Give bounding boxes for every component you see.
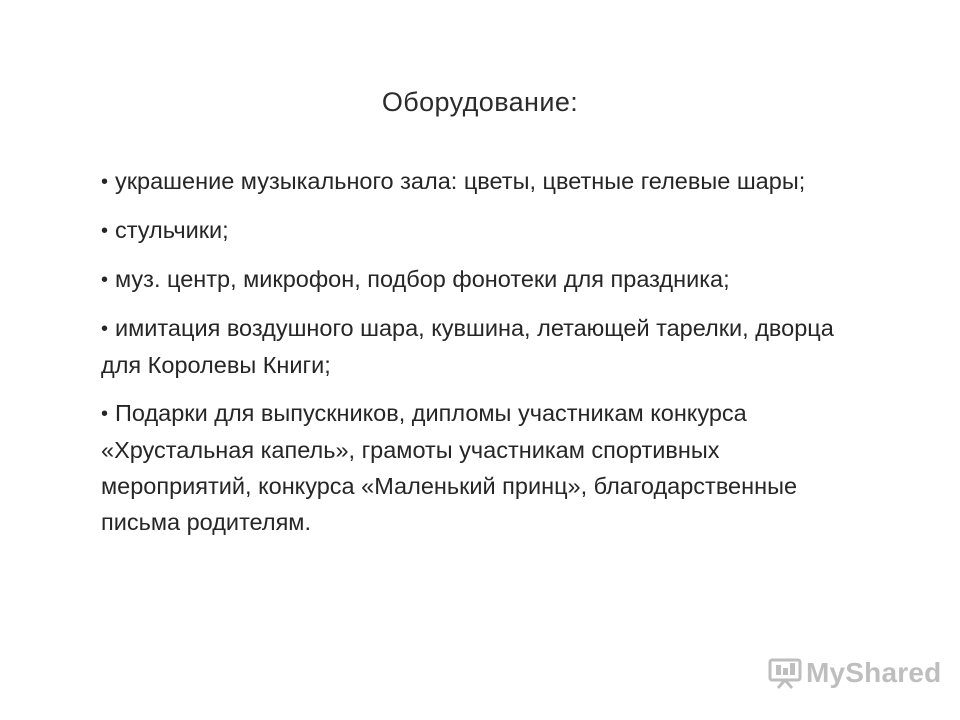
bullet-icon: • — [101, 318, 109, 340]
list-item — [101, 310, 841, 383]
presentation-board-icon — [768, 657, 802, 689]
bullet-icon: • — [101, 269, 109, 291]
bullet-list — [101, 163, 841, 552]
bullet-icon: • — [101, 171, 109, 193]
list-item — [101, 395, 841, 540]
list-item — [101, 163, 841, 200]
bullet-icon: • — [101, 403, 109, 425]
list-item — [101, 261, 841, 298]
list-item-text: стульчики; — [115, 217, 229, 243]
watermark-logo — [768, 655, 942, 691]
list-item-text: имитация воздушного шара, кувшина, летающей тарелки, дворца для Королевы Книги; — [101, 315, 834, 378]
watermark-text: MyShared — [806, 657, 942, 688]
list-item-text: муз. центр, микрофон, подбор фонотеки для праздника; — [115, 266, 730, 292]
slide-title: Оборудование: — [381, 87, 579, 117]
bullet-icon: • — [101, 220, 109, 242]
list-item — [101, 212, 841, 249]
list-item-text: украшение музыкального зала: цветы, цветные гелевые шары; — [115, 168, 806, 194]
list-item-text: Подарки для выпускников, дипломы участникам конкурса «Хрустальная капель», грамоты участникам спортивных мероприятий, конкурса «Маленький принц», благодарственные письма родителям. — [101, 400, 798, 535]
